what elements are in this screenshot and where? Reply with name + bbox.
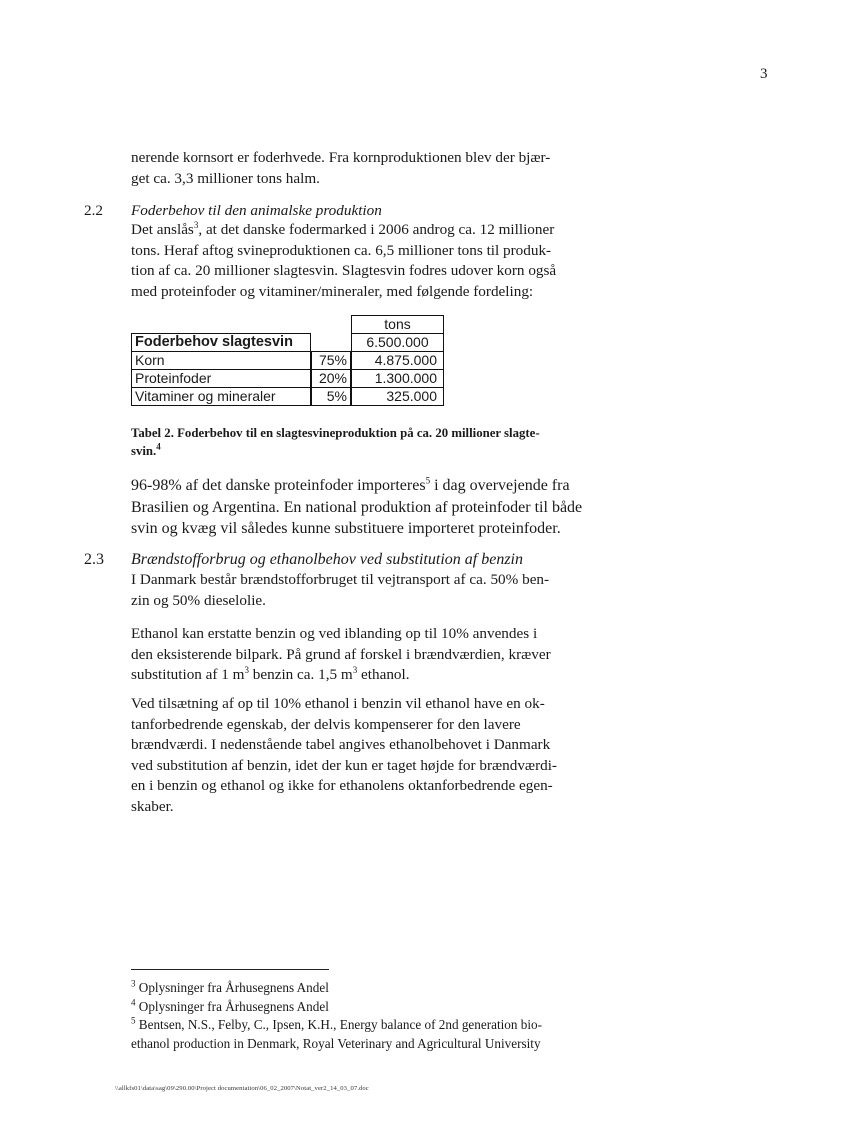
file-path: \\allkfs01\data\sag\09\290.00\Project documentation\06_02_2007\Notat_ver2_14_03_07.doc bbox=[115, 1085, 369, 1092]
text-line: Ved tilsætning af op til 10% ethanol i benzin vil ethanol have en ok- bbox=[131, 695, 545, 712]
footnote-text: Oplysninger fra Århusegnens Andel bbox=[135, 980, 329, 995]
text-line: ved substitution af benzin, idet der kun er taget højde for brændværdi- bbox=[131, 756, 557, 774]
footnote bbox=[131, 1016, 542, 1035]
footnote-text: Bentsen, N.S., Felby, C., Ipsen, K.H., Energy balance of 2nd generation bio- bbox=[135, 1017, 543, 1032]
text-segment: benzin ca. 1,5 m bbox=[248, 666, 353, 683]
table-row-pct: 75% bbox=[311, 351, 351, 370]
footnote-number: 3 bbox=[131, 978, 136, 989]
table-row-value: 1.300.000 bbox=[351, 369, 444, 388]
text-line: med proteinfoder og vitaminer/mineraler, med følgende fordeling: bbox=[131, 282, 534, 300]
text-segment: 96-98% af det danske proteinfoder importeres bbox=[131, 477, 426, 494]
text-line: tanforbedrende egenskab, der delvis kompenserer for den lavere bbox=[131, 715, 521, 733]
text-line bbox=[131, 220, 556, 241]
text-line bbox=[131, 665, 551, 686]
footnote bbox=[131, 979, 542, 998]
text-line: den eksisterende bilpark. På grund af forskel i brændværdien, kræver bbox=[131, 645, 551, 663]
text-segment: Det anslås bbox=[131, 221, 194, 238]
table-row-label: Proteinfoder bbox=[131, 369, 311, 388]
text-line: get ca. 3,3 millioner tons halm. bbox=[131, 169, 320, 187]
footnote-ref: 3 bbox=[193, 219, 199, 230]
import-paragraph bbox=[131, 475, 582, 540]
text-segment: i dag overvejende fra bbox=[430, 477, 570, 494]
section-2-3-paragraph-3 bbox=[131, 694, 557, 817]
caption-line: Tabel 2. Foderbehov til en slagtesvineproduktion på ca. 20 millioner slagte- bbox=[131, 426, 540, 440]
table-row-pct: 5% bbox=[311, 387, 351, 406]
text-segment: , at det danske fodermarked i 2006 androg ca. 12 millioner bbox=[198, 221, 555, 238]
section-2-3-paragraph-1 bbox=[131, 570, 549, 611]
superscript: 3 bbox=[244, 664, 249, 675]
text-segment: substitution af 1 m bbox=[131, 666, 245, 683]
footnote-ref: 5 bbox=[425, 475, 431, 486]
page-number: 3 bbox=[760, 66, 768, 82]
table-caption bbox=[131, 424, 591, 460]
footnote bbox=[131, 998, 542, 1017]
footnote-separator bbox=[131, 969, 329, 970]
caption-line: svin. bbox=[131, 444, 157, 458]
section-title: Brændstofforbrug og ethanolbehov ved substitution af benzin bbox=[131, 551, 523, 568]
text-line: tons. Heraf aftog svineproduktionen ca. 6,5 millioner tons til produk- bbox=[131, 241, 552, 259]
footnote-text: Oplysninger fra Århusegnens Andel bbox=[135, 998, 329, 1014]
footnote-number: 5 bbox=[131, 1015, 136, 1026]
text-line: nerende kornsort er foderhvede. Fra kornproduktionen blev der bjær- bbox=[131, 149, 551, 166]
section-number: 2.2 bbox=[84, 202, 103, 219]
text-line: I Danmark består brændstofforbruget til vejtransport af ca. 50% ben- bbox=[131, 571, 550, 588]
text-line: svin og kvæg vil således kunne substituere importeret proteinfoder. bbox=[131, 520, 561, 537]
footnote-ref: 4 bbox=[156, 441, 161, 452]
text-line: tion af ca. 20 millioner slagtesvin. Slagtesvin fodres udover korn også bbox=[131, 262, 557, 279]
table-row-label: Vitaminer og mineraler bbox=[131, 387, 311, 406]
text-line: Ethanol kan erstatte benzin og ved iblanding op til 10% anvendes i bbox=[131, 625, 538, 642]
text-line: skaber. bbox=[131, 797, 174, 815]
text-segment: ethanol. bbox=[357, 666, 410, 683]
table-row-value: 325.000 bbox=[351, 387, 444, 406]
intro-paragraph bbox=[131, 148, 550, 189]
fodder-table bbox=[131, 315, 444, 407]
table-row-value: 4.875.000 bbox=[351, 351, 444, 370]
table-title: Foderbehov slagtesvin bbox=[131, 333, 311, 352]
text-line: Brasilien og Argentina. En national produktion af proteinfoder til både bbox=[131, 498, 583, 516]
section-number: 2.3 bbox=[84, 551, 104, 568]
section-2-2-paragraph bbox=[131, 220, 556, 302]
footnote-continuation: ethanol production in Denmark, Royal Veterinary and Agricultural University bbox=[131, 1035, 541, 1051]
text-line: zin og 50% dieselolie. bbox=[131, 591, 266, 609]
text-line: brændværdi. I nedenstående tabel angives ethanolbehovet i Danmark bbox=[131, 736, 551, 753]
superscript: 3 bbox=[352, 664, 358, 675]
table-total: 6.500.000 bbox=[351, 333, 444, 352]
table-row-label: Korn bbox=[131, 351, 311, 370]
section-title: Foderbehov til den animalske produktion bbox=[131, 202, 382, 219]
table-row-pct: 20% bbox=[311, 369, 351, 388]
text-line: en i benzin og ethanol og ikke for ethanolens oktanforbedrende egen- bbox=[131, 777, 553, 794]
footnotes bbox=[131, 979, 542, 1053]
footnote-number: 4 bbox=[131, 997, 136, 1008]
section-2-3-paragraph-2 bbox=[131, 624, 551, 686]
unit-header: tons bbox=[351, 315, 444, 334]
text-line bbox=[131, 475, 582, 497]
